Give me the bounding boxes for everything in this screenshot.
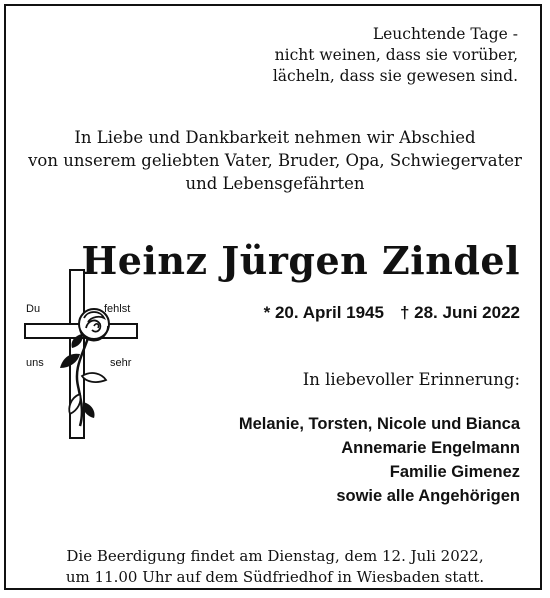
mourner-name: Melanie, Torsten, Nicole und Bianca	[238, 415, 520, 433]
memorial-quote	[273, 24, 518, 87]
farewell-intro	[6, 126, 544, 195]
intro-line: und Lebensgefährten	[185, 174, 365, 193]
mourner-name: Annemarie Engelmann	[341, 439, 520, 457]
cross-word: Du	[26, 303, 41, 315]
cross-word: sehr	[110, 357, 132, 369]
funeral-line: um 11.00 Uhr auf dem Südfriedhof in Wiesbaden statt.	[65, 568, 485, 586]
mourner-name: sowie alle Angehörigen	[336, 487, 520, 505]
birth-date: * 20. April 1945	[263, 303, 384, 322]
quote-line: lächeln, dass sie gewesen sind.	[272, 67, 518, 85]
quote-line: Leuchtende Tage -	[372, 25, 518, 43]
funeral-notice	[6, 546, 544, 588]
obituary-frame	[4, 4, 542, 590]
memory-heading: In liebevoller Erinnerung:	[302, 370, 520, 389]
funeral-line: Die Beerdigung findet am Dienstag, dem 12. Juli 2022,	[66, 547, 484, 565]
cross-with-rose-icon	[22, 268, 148, 440]
mourners-list	[239, 412, 520, 508]
cross-word: fehlst	[104, 303, 131, 315]
death-date: † 28. Juni 2022	[399, 303, 520, 322]
life-dates	[264, 303, 520, 323]
deceased-name: Heinz Jürgen Zindel	[81, 238, 520, 283]
intro-line: von unserem geliebten Vater, Bruder, Opa, Schwiegervater	[28, 151, 522, 170]
intro-line: In Liebe und Dankbarkeit nehmen wir Abschied	[74, 128, 476, 147]
mourner-name: Familie Gimenez	[389, 463, 520, 481]
quote-line: nicht weinen, dass sie vorüber,	[274, 46, 518, 64]
cross-word: uns	[26, 357, 44, 369]
